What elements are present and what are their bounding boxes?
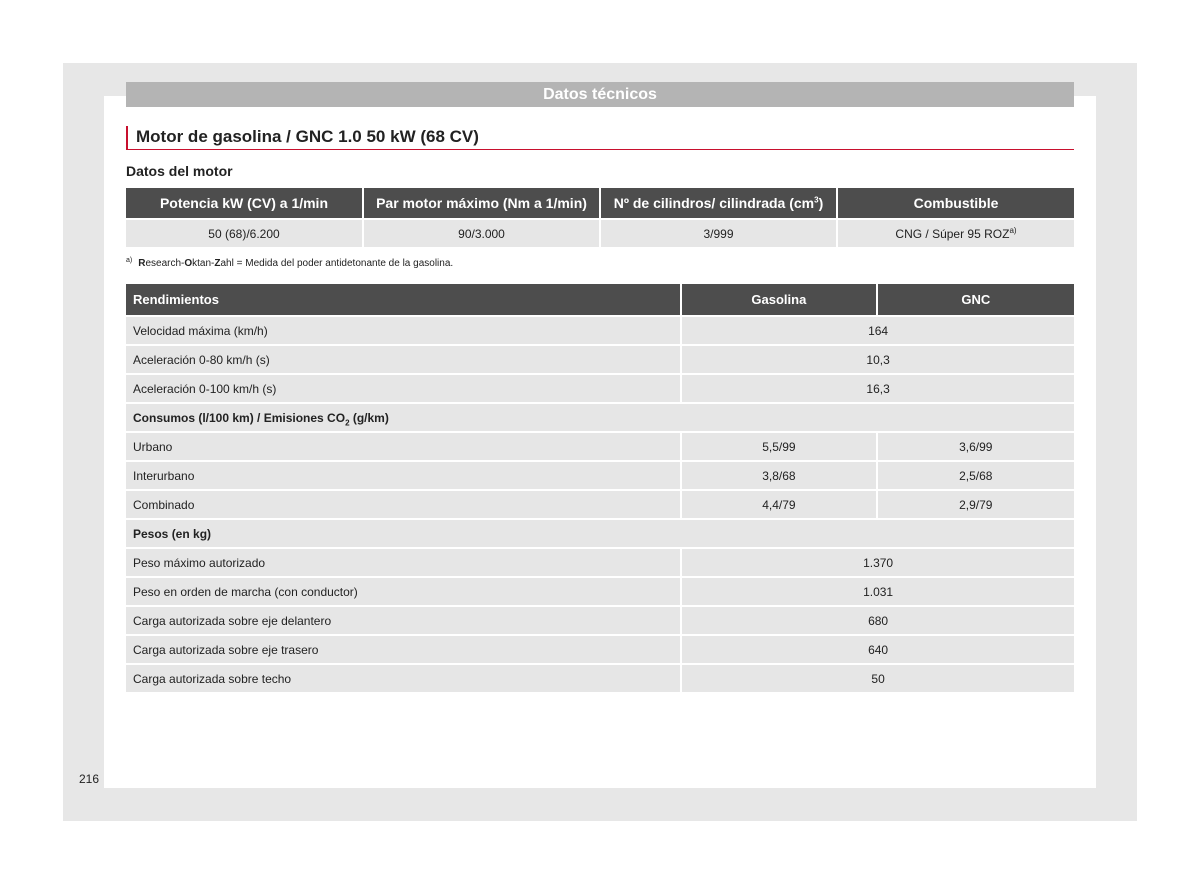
row-value: 10,3 — [682, 344, 1074, 373]
consumption-heading-units: (g/km) — [349, 410, 389, 425]
fuel-value: CNG / Súper 95 ROZ — [895, 226, 1010, 241]
column-header-rendimientos: Rendimientos — [126, 284, 680, 315]
row-label: Peso en orden de marcha (con conductor) — [126, 576, 680, 605]
row-label: Velocidad máxima (km/h) — [126, 315, 680, 344]
row-label: Combinado — [126, 489, 680, 518]
torque-value: 90/3.000 — [364, 218, 599, 247]
table-row — [126, 344, 1074, 373]
table-row — [126, 576, 1074, 605]
column-header-torque: Par motor máximo (Nm a 1/min) — [364, 188, 599, 218]
footnote-marker: a) — [126, 256, 133, 264]
power-value: 50 (68)/6.200 — [126, 218, 362, 247]
column-header-gasolina: Gasolina — [682, 284, 875, 315]
row-label: Peso máximo autorizado — [126, 547, 680, 576]
footnote — [126, 258, 453, 269]
cylinders-header-text: Nº de cilindros/ cilindrada (cm — [613, 195, 815, 211]
consumption-heading-text: Consumos (l/100 km) / Emisiones CO — [133, 410, 346, 425]
row-value: 50 — [682, 663, 1074, 692]
table-row — [126, 663, 1074, 692]
row-label: Aceleración 0-100 km/h (s) — [126, 373, 680, 402]
cylinders-header-close: ) — [818, 195, 824, 211]
row-value: 680 — [682, 605, 1074, 634]
engine-subheading: Datos del motor — [126, 163, 233, 179]
gasolina-value: 3,8/68 — [682, 460, 875, 489]
fuel-footnote-ref: a) — [1009, 225, 1017, 235]
section-title: Motor de gasolina / GNC 1.0 50 kW (68 CV) — [136, 127, 479, 146]
row-value: 164 — [682, 315, 1074, 344]
weights-heading: Pesos (en kg) — [126, 518, 1074, 547]
section-heading — [126, 126, 1074, 150]
row-label: Carga autorizada sobre techo — [126, 663, 680, 692]
page-number: 216 — [79, 772, 100, 786]
row-value: 1.031 — [682, 576, 1074, 605]
gnc-value: 2,9/79 — [878, 489, 1074, 518]
table-row — [126, 373, 1074, 402]
footnote-z: Z — [214, 258, 221, 269]
table-subheading-row — [126, 518, 1074, 547]
footnote-r: R — [138, 258, 146, 269]
row-label: Interurbano — [126, 460, 680, 489]
cylinders-header-sup: 3 — [814, 195, 819, 205]
table-row — [126, 489, 1074, 518]
table-row — [126, 431, 1074, 460]
row-label: Aceleración 0-80 km/h (s) — [126, 344, 680, 373]
footnote-o: O — [184, 258, 193, 269]
row-value: 16,3 — [682, 373, 1074, 402]
gnc-value: 2,5/68 — [878, 460, 1074, 489]
consumption-heading — [126, 402, 1074, 431]
row-label: Carga autorizada sobre eje trasero — [126, 634, 680, 663]
chapter-header — [126, 82, 1074, 107]
table-header-row — [126, 284, 1074, 315]
table-subheading-row — [126, 402, 1074, 431]
row-label: Carga autorizada sobre eje delantero — [126, 605, 680, 634]
table-row — [126, 460, 1074, 489]
gnc-value: 3,6/99 — [878, 431, 1074, 460]
column-header-cylinders — [601, 188, 836, 218]
footnote-o-rest: ktan- — [192, 258, 215, 269]
footnote-r-rest: esearch- — [145, 258, 185, 269]
column-header-fuel: Combustible — [838, 188, 1074, 218]
engine-data-table — [124, 188, 1076, 247]
table-row — [126, 547, 1074, 576]
footnote-z-rest: ahl = Medida del poder antidetonante de la gasolina. — [220, 258, 454, 269]
gasolina-value: 4,4/79 — [682, 489, 875, 518]
gasolina-value: 5,5/99 — [682, 431, 875, 460]
cylinders-value: 3/999 — [601, 218, 836, 247]
row-value: 640 — [682, 634, 1074, 663]
consumption-heading-sub: 2 — [345, 417, 350, 427]
column-header-gnc: GNC — [878, 284, 1074, 315]
table-row — [126, 315, 1074, 344]
column-header-power: Potencia kW (CV) a 1/min — [126, 188, 362, 218]
table-row — [126, 605, 1074, 634]
table-row — [126, 218, 1074, 247]
fuel-value-cell — [838, 218, 1074, 247]
table-row — [126, 634, 1074, 663]
row-label: Urbano — [126, 431, 680, 460]
table-header-row — [126, 188, 1074, 218]
chapter-title: Datos técnicos — [543, 86, 657, 103]
row-value: 1.370 — [682, 547, 1074, 576]
performance-table — [124, 284, 1076, 692]
